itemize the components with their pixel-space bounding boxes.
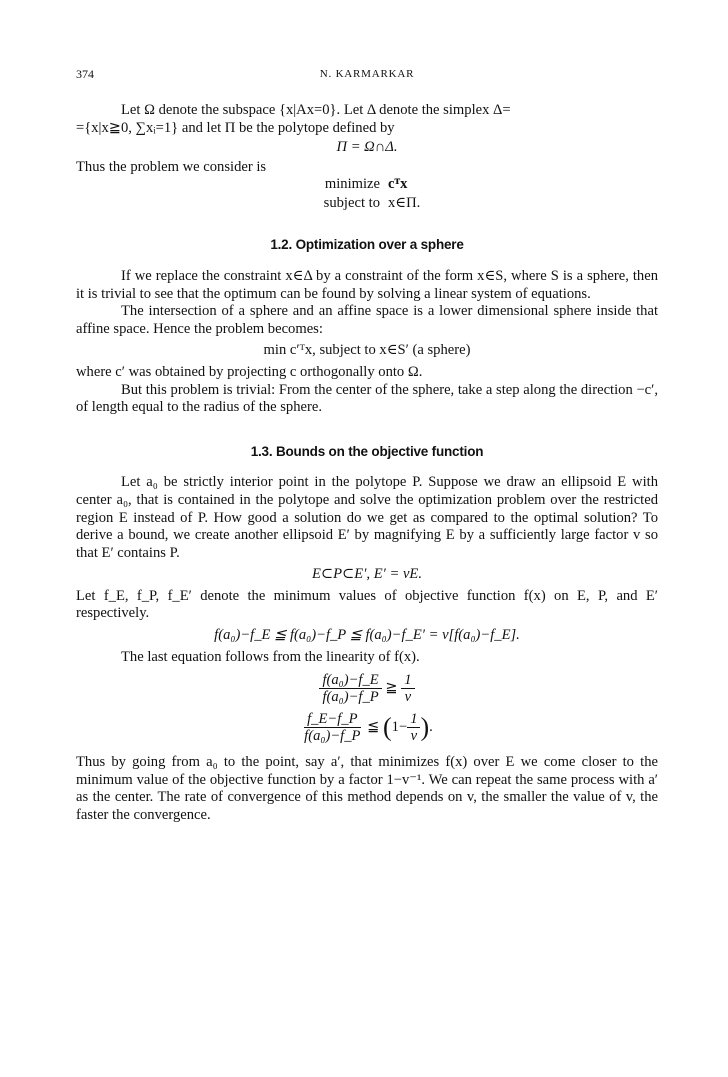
page (76, 66, 658, 825)
lp-constraint-label: subject to (323, 195, 380, 212)
fraction (319, 672, 381, 705)
intro-line-2: ={x|x≧0, ∑xᵢ=1} and let Π be the polytope defined by (76, 119, 395, 136)
intro-thus: Thus the problem we consider is (76, 158, 267, 175)
section-1-3-para-1: Let a₀ be strictly interior point in the polytope P. Suppose we draw an ellipsoid E with center a₀, that is contained in the polytope and solve the optimization problem over the restricted region E instead of P. How good a solution do we get as compared to the optimal solution? To derive a bound, we create another ellipsoid E′ by magnifying E by a sufficiently large factor v so that E′ contains P. (76, 474, 658, 561)
running-title: N. KARMARKAR (319, 68, 415, 80)
lp-problem (312, 176, 658, 214)
section-1-3-para-3: The last equation follows from the linearity of f(x). (121, 648, 420, 665)
fraction-numerator: f(a₀)−f_E (319, 672, 381, 689)
equation-inequality-chain: f(a₀)−f_E ≦ f(a₀)−f_P ≦ f(a₀)−f_E′ = v[f(a₀)−f_E]. (214, 627, 520, 644)
right-paren-glyph: ) (420, 712, 430, 742)
section-1-2-para-3: where c′ was obtained by projecting c orthogonally onto Ω. (76, 363, 423, 380)
relation-symbol: ≦ (367, 719, 380, 736)
section-1-3-para-4: Thus by going from a₀ to the point, say a′, that minimizes f(x) over E we come closer to the minimum value of the objective function by a factor 1−v⁻¹. We can repeat the same process with a′ as the center. The rate of convergence of this method depends on v, the smaller the value of v, the faster the convergence. (76, 754, 658, 824)
equation-ratio-2 (76, 711, 658, 744)
period: . (429, 719, 433, 736)
fraction-numerator: 1 (401, 672, 414, 689)
one-minus: 1− (391, 719, 408, 736)
fraction-numerator: f_E−f_P (304, 711, 360, 728)
equation-polytope: Π = Ω∩Δ. (336, 139, 398, 156)
section-1-2-para-4: But this problem is trivial: From the center of the sphere, take a step along the direction −c′, of length equal to the radius of the sphere. (76, 381, 658, 416)
fraction-denominator: v (410, 728, 418, 745)
relation-symbol: ≧ (385, 680, 398, 697)
lp-constraint-expr: x∈Π. (388, 195, 421, 212)
fraction-denominator: f(a₀)−f_P (322, 689, 379, 706)
left-paren-glyph: ( (382, 712, 392, 742)
equation-min-sphere: min c′ᵀx, subject to x∈S′ (a sphere) (263, 342, 471, 359)
section-1-2-para-1: If we replace the constraint x∈Δ by a constraint of the form x∈S, where S is a sphere, then it is trivial to see that the optimum can be found by solving a linear system of equations. (76, 267, 658, 302)
section-1-3-para-2: Let f_E, f_P, f_E′ denote the minimum values of objective function f(x) on E, P, and E′ respectively. (76, 587, 658, 622)
lp-objective-label: minimize (324, 176, 380, 193)
fraction (401, 672, 414, 705)
section-heading-1-3: 1.3. Bounds on the objective function (250, 443, 484, 459)
section-1-2-para-2: The intersection of a sphere and an affine space is a lower dimensional sphere inside that affine space. Hence the problem becomes: (76, 303, 658, 337)
intro-line-1: Let Ω denote the subspace {x|Ax=0}. Let Δ denote the simplex Δ= (121, 102, 511, 118)
fraction-numerator: 1 (407, 711, 420, 728)
lp-objective-expr: cᵀx (388, 176, 408, 193)
fraction-denominator: f(a₀)−f_P (304, 728, 361, 745)
fraction-denominator: v (404, 689, 412, 706)
fraction (407, 711, 420, 744)
fraction (301, 711, 363, 744)
page-number: 374 (76, 67, 94, 81)
equation-containment: E⊂P⊂E′, E′ = vE. (312, 566, 422, 583)
running-header (76, 66, 658, 84)
equation-ratio-1 (76, 672, 658, 705)
section-heading-1-2: 1.2. Optimization over a sphere (270, 237, 464, 253)
